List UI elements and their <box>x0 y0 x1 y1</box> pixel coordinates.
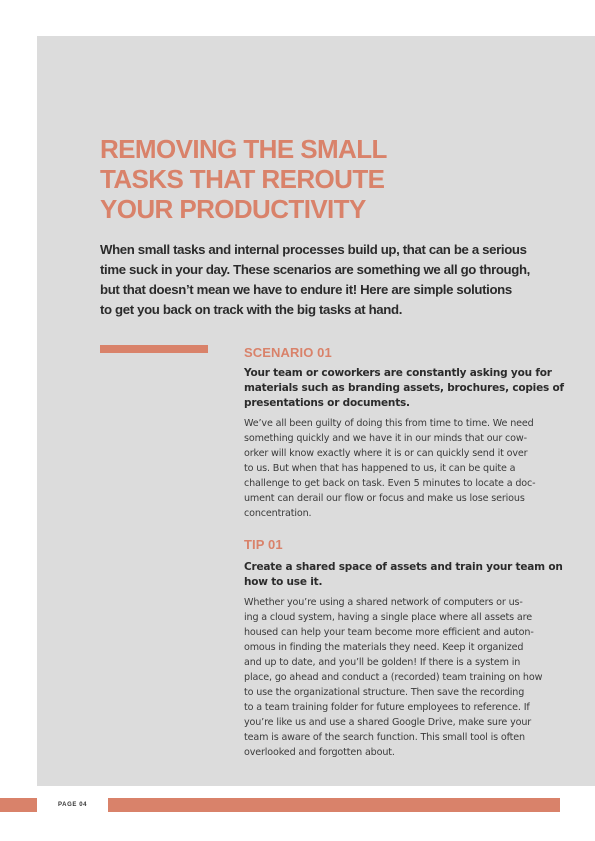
tip-body-line: place, go ahead and conduct a (recorded) team training on how <box>244 672 543 683</box>
scenario-section <box>244 345 564 521</box>
scenario-heading: SCENARIO 01 <box>244 345 332 360</box>
tip-body-line: team is aware of the search function. This small tool is often <box>244 732 525 743</box>
scenario-body-line: to us. But when that has happened to us, it can be quite a <box>244 463 516 474</box>
footer-accent-left <box>0 798 37 812</box>
tip-body-line: and up to date, and you’ll be golden! If there is a system in <box>244 657 521 668</box>
page-title <box>100 134 460 224</box>
intro-paragraph <box>100 240 530 320</box>
scenario-body-line: We’ve all been guilty of doing this from time to time. We need <box>244 418 534 429</box>
tip-body-line: ing a cloud system, having a single place where all assets are <box>244 612 532 623</box>
footer-accent-bar <box>108 798 560 812</box>
page-number: PAGE 04 <box>58 802 88 808</box>
tip-sub-line: Create a shared space of assets and train your team on <box>244 561 563 573</box>
scenario-body-line: something quickly and we have it in our minds that our cow- <box>244 433 527 444</box>
tip-body-line: to a team training folder for future employees to reference. If <box>244 702 530 713</box>
tip-section <box>244 537 563 760</box>
scenario-body-line: concentration. <box>244 508 312 519</box>
tip-heading: TIP 01 <box>244 537 283 552</box>
tip-body-line: overlooked and forgotten about. <box>244 747 395 758</box>
title-line: TASKS THAT REROUTE <box>100 164 385 194</box>
title-line: YOUR PRODUCTIVITY <box>100 194 366 224</box>
section-accent-bar <box>100 345 208 353</box>
intro-line: but that doesn’t mean we have to endure it! Here are simple solutions <box>100 282 512 297</box>
title-line: REMOVING THE SMALL <box>100 134 387 164</box>
tip-body-line: omous in finding the materials they need. Keep it organized <box>244 642 524 653</box>
scenario-subheading <box>244 366 564 411</box>
scenario-sub-line: presentations or documents. <box>244 397 410 409</box>
tip-body-line: to use the organizational structure. Then save the recording <box>244 687 525 698</box>
tip-body-line: housed can help your team become more efficient and auton- <box>244 627 534 638</box>
tip-subheading <box>244 560 563 590</box>
scenario-body <box>244 416 536 521</box>
intro-line: to get you back on track with the big tasks at hand. <box>100 302 403 317</box>
scenario-body-line: ument can derail our flow or focus and make us lose serious <box>244 493 525 504</box>
tip-body <box>244 595 543 760</box>
tip-body-line: Whether you’re using a shared network of computers or us- <box>244 597 523 608</box>
tip-body-line: you’re like us and use a shared Google Drive, make sure your <box>244 717 532 728</box>
scenario-sub-line: materials such as branding assets, brochures, copies of <box>244 382 564 394</box>
scenario-body-line: orker will know exactly where it is or can quickly send it over <box>244 448 528 459</box>
intro-line: time suck in your day. These scenarios are something we all go through, <box>100 262 530 277</box>
scenario-body-line: challenge to get back on task. Even 5 minutes to locate a doc- <box>244 478 536 489</box>
intro-line: When small tasks and internal processes build up, that can be a serious <box>100 242 527 257</box>
tip-sub-line: how to use it. <box>244 576 323 588</box>
scenario-sub-line: Your team or coworkers are constantly asking you for <box>244 367 552 379</box>
